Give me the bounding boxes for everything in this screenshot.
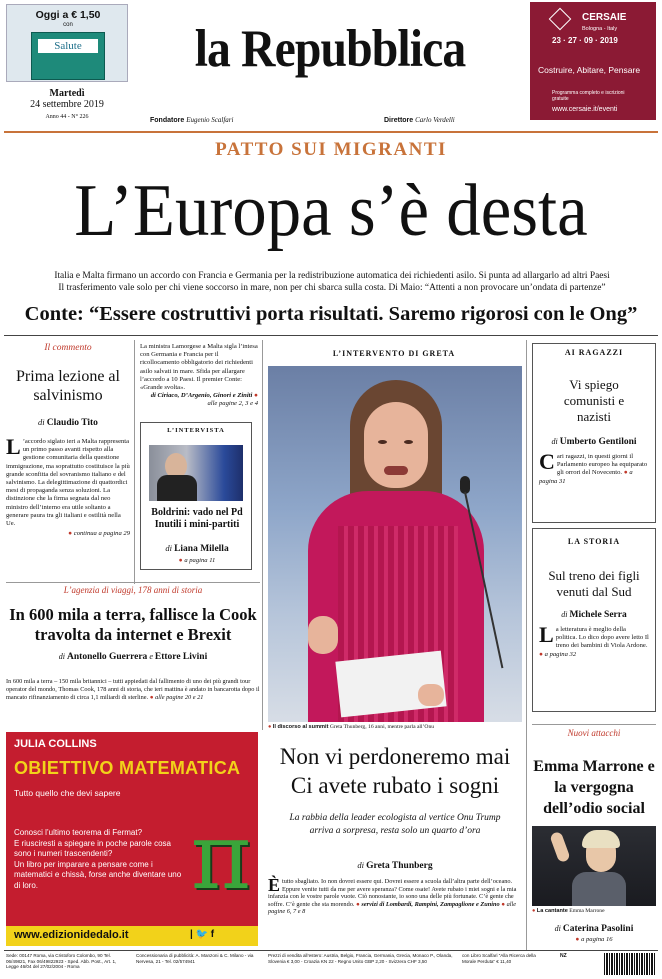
promo-with: con [63,22,73,28]
marrone-label: Nuovi attacchi [567,728,621,738]
ministra-article[interactable] [140,343,258,409]
promo-box[interactable] [6,4,128,82]
greta-photo[interactable] [268,366,522,722]
ad-brand: CERSAIE [582,12,627,23]
commento-title: Prima lezione al salvinismo [16,368,120,404]
ad-url: www.cersaie.it/eventi [552,106,618,113]
commento-body [6,434,130,528]
footer-col-1: Sede: 00147 Roma, via Cristoforo Colombo, 90 Tel. 06/49821, Fax 06/49822923 - Sped. Abb. Post., Art. 1, Legge 46/04 del 27/02/2004 - Roma [6,953,117,970]
dropcap: L [6,434,21,459]
commento-author: Claudio Tito [46,418,98,428]
director-name: Carlo Verdelli [415,116,455,124]
greta-deck: La rabbia della leader ecologista al vertice Onu Trump arriva a sorpresa, resta solo un quarto d’ora [289,813,501,836]
storia-label: LA STORIA [567,537,621,546]
issue-number: Anno 44 - N° 226 [45,114,89,120]
intervista-page: ● a pagina 11 [178,557,216,564]
cersaie-ad[interactable] [530,2,656,120]
col-sep-2 [262,340,263,730]
intervista-title: Boldrini: vado nel Pd Inutili i mini-partiti [151,507,243,530]
promo-price: Oggi a € 1,50 [35,9,101,21]
cube-icon [549,8,572,31]
ragazzi-title: Vi spiego comunisti e nazisti [563,377,625,424]
intervista-label: L’INTERVISTA [167,427,225,434]
col-sep-1 [134,340,135,584]
ad-small: Programma completo e iscrizioni gratuite [552,90,625,102]
founder-line [150,116,233,124]
storia-box[interactable] [532,528,656,712]
ministra-body: La ministra Lamorgese a Malta sigla l’intesa con Germania e Francia per il ricollocamento obbligatorio dei richiedenti asilo salvati in mare. Sfida per allargare l’accordo a 10 Paesi. Il premier Conte: «Grande svolta». [140,343,258,392]
ad-title: OBIETTIVO MATEMATICA [14,758,241,778]
ad-body-3: Un libro per imparare a pensare come i matematici e chissà, forse anche diventare uno di loro. [14,859,182,890]
intervista-byline: di Liana Milella [165,543,229,554]
director-line [384,116,455,124]
cook-divider [6,582,260,583]
greta-label: L’INTERVENTO DI GRETA [332,349,456,358]
director-label: Direttore [384,117,414,124]
ragazzi-label: AI RAGAZZI [564,348,624,357]
barcode [604,953,656,975]
marrone-caption: ● La cantante Emma Marrone [532,908,605,914]
ad-social-icons[interactable]: | 🐦 f [190,929,215,940]
byline-di: di [38,417,45,427]
marrone-page: ● a pagina 16 [575,936,613,943]
lead-kicker: PATTO SUI MIGRANTI [215,139,447,160]
footer-col-2: Concessionaria di pubblicità: A. Manzoni & C. Milano - via Nervesa, 21 - Tel. 02/574941 [136,953,254,964]
lead-headline[interactable]: L’Europa s’è desta [74,170,588,252]
masthead [0,0,662,134]
cook-byline: di Antonello Guerrera e Ettore Livini [58,652,208,662]
ragazzi-box[interactable] [532,343,656,523]
marrone-divider [532,724,656,725]
footer-col-3: Prezzi di vendita all’estero: Austria, Belgio, Francia, Germania, Grecia, Monaco P., Olanda, Slovenia € 3,00 - Croazia KN 22 - Regno Unito GBP 2,20 - Svizzera CHF 3,50 [268,953,453,964]
footer-col-5: NZ [560,953,567,959]
marrone-photo [532,826,656,906]
ad-body [14,828,184,891]
ministra-byline: di Ciriaco, D’Argenio, Ginori e Ziniti ● alle pagine 2, 3 e 4 [150,392,258,408]
date: 24 settembre 2019 [30,99,104,110]
ad-dates: 23 · 27 · 09 · 2019 [552,36,618,45]
cook-body: In 600 mila a terra – 150 mila britannici – tutti appiedati dal fallimento di uno dei più grandi tour operator del mondo, Thomas Cook, 178 anni di storia, che ieri mattina è andato in bancarotta dopo il mancato rifinanziamento di circa 1,1 miliardi di sterline. ● alle pagine 20 e 21 [6,678,260,701]
storia-title: Sul treno dei figli venuti dal Sud [548,568,640,599]
newspaper-logo[interactable]: la Repubblica [194,20,466,78]
greta-headline[interactable]: Non vi perdoneremo mai Ci avete rubato i sogni [279,744,511,798]
date-day: Martedì [49,88,85,99]
pi-graphic: π [190,803,252,910]
founder-label: Fondatore [150,117,185,124]
ad-body-2: E riusciresti a spiegare in poche parole cosa sono i numeri trascendenti? [14,838,171,858]
lead-divider [4,335,658,336]
math-book-ad[interactable] [6,732,258,946]
commento-continue: ● continua a pagina 29 [68,530,130,538]
ad-slogan: Costruire, Abitare, Pensare [538,65,641,75]
lead-summary-2: Il trasferimento vale solo per chi viene soccorso in mare, non per chi sbarca sulla costa. Di Maio: “Attenti a non provocare un’ondata di partenze” [58,283,606,293]
marrone-headline[interactable]: Emma Marrone e la vergogna dell’odio social [533,758,655,817]
commento-text: ’accordo siglato ieri a Malta rappresenta un primo passo avanti rispetto alla gestione comunitaria della questione immigrazione, ma soprattutto costituisce la più grande sconfitta del sovranismo italiano e del salvinismo. La delegittimazione di quattordici mesi di propaganda senza soluzioni. La distinzione che la firma segnata dal neo ministro dell’interno era utile soltanto a generare paura tra gli italiani e ostilità nella Ue. [6,438,130,528]
lead-subhead[interactable]: Conte: “Essere costruttivi porta risultati. Saremo rigorosi con le Ong” [24,303,638,325]
ragazzi-body: Cari ragazzi, in questi giorni il Parlamento europeo ha equiparato gli orrori del Novecento. ● a pagina 31 [539,449,648,485]
ragazzi-byline: di Umberto Gentiloni [551,437,637,447]
ad-url[interactable]: www.edizionidedalo.it [14,929,129,941]
ad-body-1: Conosci l’ultimo teorema di Fermat? [14,828,143,837]
greta-body: È tutto sbagliato. Io non dovrei essere qui. Dovrei essere a scuola dall’altra parte dell’oceano. Eppure venite tutti da me per avere speranza? Come osate! Avete rubato i miei sogni e la mia infanzia con le vostre parole vuote. Ciò nonostante, io sono una delle più fortunate. C’è gente che soffre. C’è gente che sta morendo. ● servizi di Lombardi, Rampini, Zampaglione e Zunino ● alle pagine 6, 7 e 8 [268,875,517,916]
ad-subtitle: Tutto quello che devi sapere [14,788,121,798]
footer-col-4: con Libro Scalfari “Alla Ricerca della Morale Perduta” € 11,40 [462,953,536,964]
commento-section[interactable] [6,343,130,538]
commento-label: Il commento [44,343,92,353]
commento-byline [6,417,130,428]
ad-author: JULIA COLLINS [14,738,97,750]
col-sep-3 [526,340,527,950]
intervista-box[interactable] [140,422,252,570]
greta-caption: ● Il discorso al summit Greta Thunberg, 16 anni, mentre parla all’Onu [268,724,435,730]
lead-summary-1: Italia e Malta firmano un accordo con Francia e Germania per la redistribuzione automatica dei richiedenti asilo. Si punta ad allargarlo ad altri Paesi [54,271,610,281]
cook-kicker: L’agenzia di viaggi, 178 anni di storia [63,585,203,595]
storia-byline: di Michele Serra [561,610,627,620]
cook-headline[interactable]: In 600 mila a terra, fallisce la Cook travolta da internet e Brexit [9,605,257,644]
ad-place: Bologna - Italy [582,26,618,32]
masthead-divider [4,131,658,133]
greta-byline: di Greta Thunberg [357,860,433,871]
marrone-byline: di Caterina Pasolini [554,924,634,934]
boldrini-photo [149,445,243,501]
supplement-title: Salute [38,39,98,53]
footer-divider [4,950,658,951]
founder-name: Eugenio Scalfari [186,116,234,124]
storia-body: La letteratura è meglio della politica. Lo dico dopo avere letto Il treno dei bambini di Viola Ardone. ● a pagina 32 [539,622,649,658]
supplement-cover [31,32,105,80]
